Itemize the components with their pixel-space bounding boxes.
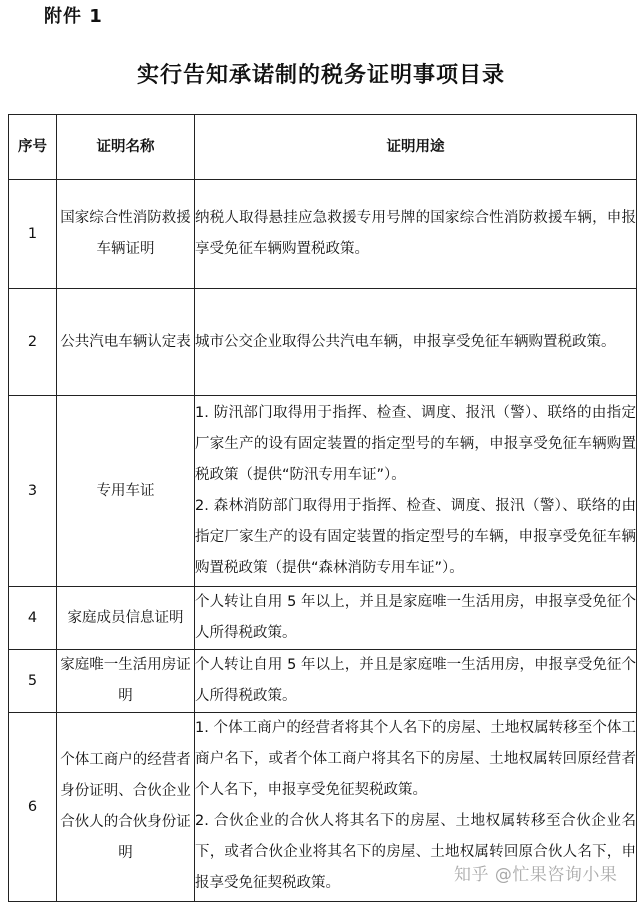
row-certificate-name: 专用车证 [57, 396, 195, 587]
table-row [9, 180, 637, 289]
table-header-row [9, 115, 637, 180]
attachment-label: 附件 1 [44, 6, 103, 27]
row-certificate-name: 个体工商户的经营者身份证明、合伙企业合伙人的合伙身份证明 [57, 713, 195, 902]
row-certificate-purpose [195, 650, 637, 713]
purpose-paragraph: 2. 合伙企业的合伙人将其名下的房屋、土地权属转移至合伙企业名下，或者合伙企业将其名下的房屋、土地权属转回原合伙人名下，申报享受免征契税政策。 [195, 813, 636, 891]
table-row [9, 650, 637, 713]
row-certificate-name: 家庭唯一生活用房证明 [57, 650, 195, 713]
header-certificate-name: 证明名称 [57, 115, 195, 180]
row-certificate-purpose [195, 587, 637, 650]
purpose-paragraph: 个人转让自用 5 年以上，并且是家庭唯一生活用房，申报享受免征个人所得税政策。 [195, 594, 636, 641]
row-certificate-purpose [195, 396, 637, 587]
document-title: 实行告知承诺制的税务证明事项目录 [136, 63, 505, 88]
row-serial-number: 4 [9, 587, 57, 650]
table-row [9, 396, 637, 587]
purpose-paragraph: 2. 森林消防部门取得用于指挥、检查、调度、报汛（警）、联络的由指定厂家生产的设有固定装置的指定型号的车辆，申报享受免征车辆购置税政策（提供“森林消防专用车证”）。 [195, 498, 636, 576]
row-serial-number: 2 [9, 289, 57, 396]
row-serial-number: 1 [9, 180, 57, 289]
certification-catalog-table [8, 114, 637, 902]
purpose-paragraph: 个人转让自用 5 年以上，并且是家庭唯一生活用房，申报享受免征个人所得税政策。 [195, 657, 636, 704]
row-certificate-purpose [195, 180, 637, 289]
purpose-paragraph: 1. 个体工商户的经营者将其个人名下的房屋、土地权属转移至个体工商户名下，或者个体工商户将其名下的房屋、土地权属转回原经营者个人名下，申报享受免征契税政策。 [195, 720, 636, 798]
row-certificate-purpose [195, 289, 637, 396]
purpose-paragraph: 城市公交企业取得公共汽电车辆，申报享受免征车辆购置税政策。 [195, 333, 616, 350]
row-certificate-name: 公共汽电车辆认定表 [57, 289, 195, 396]
table-row [9, 289, 637, 396]
purpose-paragraph: 纳税人取得悬挂应急救援专用号牌的国家综合性消防救援车辆，申报享受免征车辆购置税政策。 [195, 210, 636, 257]
row-serial-number: 3 [9, 396, 57, 587]
row-certificate-name: 国家综合性消防救援车辆证明 [57, 180, 195, 289]
row-serial-number: 6 [9, 713, 57, 902]
header-serial-number: 序号 [9, 115, 57, 180]
row-serial-number: 5 [9, 650, 57, 713]
purpose-paragraph: 1. 防汛部门取得用于指挥、检查、调度、报汛（警）、联络的由指定厂家生产的设有固定装置的指定型号的车辆，申报享受免征车辆购置税政策（提供“防汛专用车证”）。 [195, 405, 636, 483]
header-certificate-purpose: 证明用途 [195, 115, 637, 180]
row-certificate-name: 家庭成员信息证明 [57, 587, 195, 650]
zhihu-watermark: 知乎 @忙果咨询小果 [454, 865, 618, 885]
table-row [9, 587, 637, 650]
